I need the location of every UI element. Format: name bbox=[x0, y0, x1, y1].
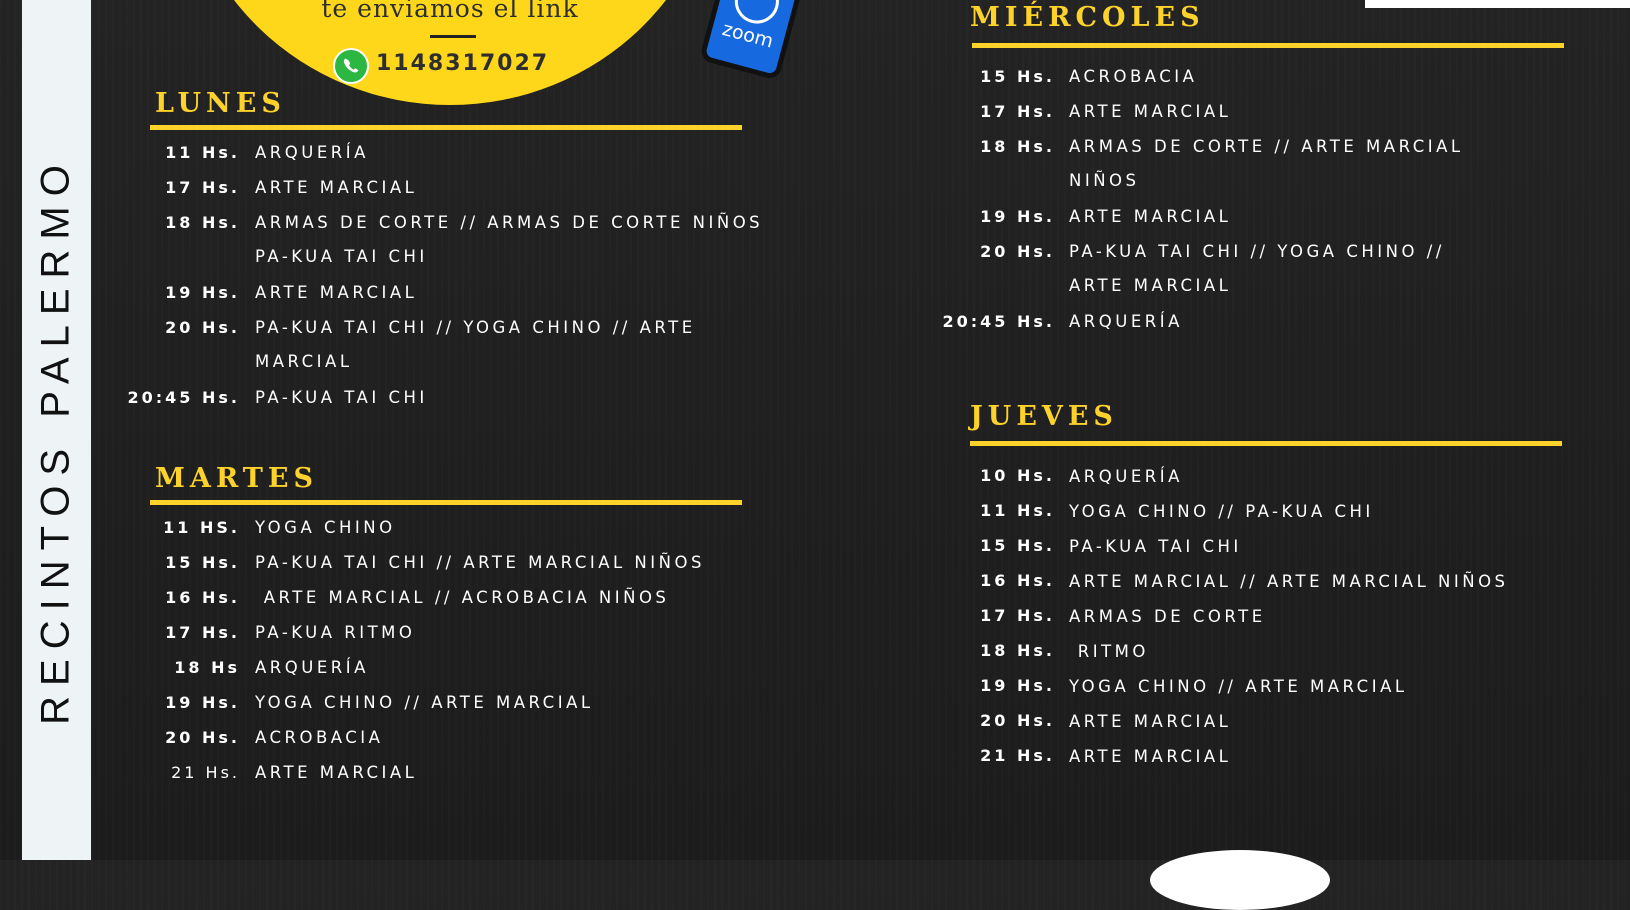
schedule-time: 11 Hs. bbox=[980, 501, 1055, 520]
day-title-martes: MARTES bbox=[155, 463, 318, 494]
schedule-time: 10 Hs. bbox=[980, 466, 1055, 485]
schedule-time: 17 Hs. bbox=[165, 623, 240, 642]
schedule-time: 21 Hs. bbox=[980, 746, 1055, 765]
schedule-time: 17 Hs. bbox=[980, 606, 1055, 625]
schedule-time: 18 Hs. bbox=[165, 213, 240, 232]
schedule-activity: ARMAS DE CORTE bbox=[1069, 607, 1266, 626]
schedule-time: 11 Hs. bbox=[165, 143, 240, 162]
schedule-activity: YOGA CHINO // ARTE MARCIAL bbox=[255, 693, 594, 712]
schedule-activity: PA-KUA TAI CHI // YOGA CHINO // bbox=[1069, 242, 1445, 261]
day-title-miercoles: MIÉRCOLES bbox=[970, 2, 1205, 33]
schedule-activity: ACROBACIA bbox=[1069, 67, 1198, 86]
schedule-time: 20 Hs. bbox=[165, 318, 240, 337]
schedule-time: 21 Hs. bbox=[171, 763, 240, 782]
top-right-tab-label bbox=[1387, 0, 1589, 1]
schedule-activity: ARTE MARCIAL bbox=[255, 763, 418, 782]
day-title-lunes: LUNES bbox=[155, 88, 286, 119]
schedule-activity: ARTE MARCIAL // ACROBACIA NIÑOS bbox=[255, 588, 670, 607]
schedule-time: 17 Hs. bbox=[165, 178, 240, 197]
promo-divider bbox=[430, 35, 476, 38]
schedule-activity: ARTE MARCIAL // ARTE MARCIAL NIÑOS bbox=[1069, 572, 1509, 591]
promo-text: te enviamos el link bbox=[321, 0, 579, 23]
schedule-time: 19 Hs. bbox=[980, 676, 1055, 695]
schedule-activity: ARTE MARCIAL bbox=[1069, 207, 1232, 226]
whatsapp-icon bbox=[333, 48, 369, 84]
zoom-phone-icon bbox=[699, 0, 807, 81]
schedule-activity-continued: MARCIAL bbox=[255, 352, 353, 371]
schedule-activity: ARQUERÍA bbox=[255, 658, 369, 677]
schedule-time: 20 Hs. bbox=[165, 728, 240, 747]
schedule-time: 19 Hs. bbox=[165, 693, 240, 712]
schedule-activity-continued: ARTE MARCIAL bbox=[1069, 276, 1232, 295]
schedule-activity: ARMAS DE CORTE // ARMAS DE CORTE NIÑOS bbox=[255, 213, 764, 232]
schedule-time: 16 Hs. bbox=[165, 588, 240, 607]
schedule-time: 18 Hs. bbox=[980, 137, 1055, 156]
schedule-activity: ARQUERÍA bbox=[1069, 467, 1183, 486]
schedule-activity: RITMO bbox=[1069, 642, 1149, 661]
schedule-activity: PA-KUA TAI CHI // YOGA CHINO // ARTE bbox=[255, 318, 696, 337]
day-rule-miercoles bbox=[972, 43, 1564, 48]
schedule-activity: PA-KUA TAI CHI bbox=[255, 388, 428, 407]
schedule-time: 18 Hs. bbox=[980, 641, 1055, 660]
day-rule-jueves bbox=[970, 441, 1562, 446]
schedule-activity: YOGA CHINO bbox=[255, 518, 396, 537]
schedule-activity: ARTE MARCIAL bbox=[255, 283, 418, 302]
schedule-activity: ACROBACIA bbox=[255, 728, 384, 747]
schedule-time: 20 Hs. bbox=[980, 711, 1055, 730]
schedule-time: 15 Hs. bbox=[165, 553, 240, 572]
schedule-activity-continued: PA-KUA TAI CHI bbox=[255, 247, 428, 266]
schedule-time: 11 HS. bbox=[163, 518, 240, 537]
schedule-activity-continued: NIÑOS bbox=[1069, 171, 1140, 190]
schedule-time: 19 Hs. bbox=[980, 207, 1055, 226]
schedule-time: 17 Hs. bbox=[980, 102, 1055, 121]
schedule-activity: ARTE MARCIAL bbox=[1069, 102, 1232, 121]
day-rule-martes bbox=[150, 500, 742, 505]
schedule-activity: YOGA CHINO // ARTE MARCIAL bbox=[1069, 677, 1408, 696]
schedule-time: 20:45 Hs. bbox=[942, 312, 1055, 331]
day-rule-lunes bbox=[150, 125, 742, 130]
schedule-time: 20 Hs. bbox=[980, 242, 1055, 261]
schedule-activity: ARTE MARCIAL bbox=[255, 178, 418, 197]
schedule-activity: PA-KUA TAI CHI bbox=[1069, 537, 1242, 556]
schedule-activity: ARTE MARCIAL bbox=[1069, 712, 1232, 731]
schedule-time: 16 Hs. bbox=[980, 571, 1055, 590]
schedule-activity: ARQUERÍA bbox=[255, 143, 369, 162]
schedule-activity: YOGA CHINO // PA-KUA CHI bbox=[1069, 502, 1374, 521]
schedule-time: 19 Hs. bbox=[165, 283, 240, 302]
schedule-activity: PA-KUA TAI CHI // ARTE MARCIAL NIÑOS bbox=[255, 553, 705, 572]
schedule-activity: PA-KUA RITMO bbox=[255, 623, 416, 642]
bottom-decoration bbox=[1150, 850, 1330, 910]
schedule-activity: ARTE MARCIAL bbox=[1069, 747, 1232, 766]
schedule-time: 15 Hs. bbox=[980, 67, 1055, 86]
schedule-time: 20:45 Hs. bbox=[127, 388, 240, 407]
sidebar-title: RECINTOS PALERMO bbox=[33, 155, 78, 725]
schedule-time: 15 Hs. bbox=[980, 536, 1055, 555]
schedule-activity: ARQUERÍA bbox=[1069, 312, 1183, 331]
zoom-label: zoom bbox=[719, 17, 776, 53]
day-title-jueves: JUEVES bbox=[970, 401, 1118, 432]
promo-phone-number[interactable]: 1148317027 bbox=[376, 51, 550, 76]
top-right-tab bbox=[1365, 0, 1630, 8]
schedule-time: 18 Hs bbox=[174, 658, 240, 677]
schedule-activity: ARMAS DE CORTE // ARTE MARCIAL bbox=[1069, 137, 1464, 156]
